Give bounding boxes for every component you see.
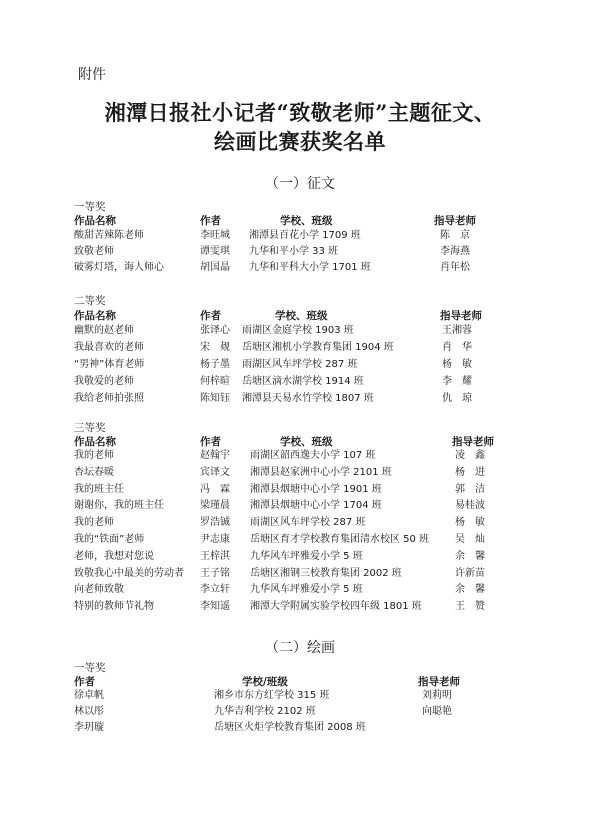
work-title: 我敬爱的老师 (74, 376, 134, 387)
school-class: 岳塘区火炬学校教育集团 2008 班 (214, 722, 366, 733)
teacher-name: 吴 灿 (455, 534, 485, 545)
teacher-name: 王湘蓉 (442, 325, 472, 336)
work-title: 特别的教师节礼物 (74, 601, 154, 613)
document-title-line1: 湘潭日报社小记者“致敬老师”主题征文、 (104, 100, 496, 125)
teacher-name: 向聪艳 (422, 706, 452, 717)
work-title: 我的老师 (74, 450, 114, 461)
author-name: 梁瑾晨 (200, 500, 230, 512)
essay-third-prize-label: 三等奖 (74, 422, 106, 434)
work-title: 致敬我心中最美的劳动者 (74, 567, 184, 579)
author-name: 宋 觌 (200, 342, 230, 353)
work-title: 杏坛春暖 (74, 466, 114, 478)
work-title: 酸甜苦辣陈老师 (74, 230, 144, 241)
table-row (0, 341, 600, 355)
header-work: 作品名称 (74, 215, 116, 227)
school-class: 湘潭县烟塘中心小学 1901 班 (250, 483, 382, 495)
author-name: 谭雯琪 (200, 246, 230, 257)
school-class: 九华吉利学校 2102 班 (214, 706, 316, 717)
author-name: 张译心 (200, 325, 230, 336)
header-school: 学校/班级 (242, 676, 288, 688)
table-row (0, 721, 600, 735)
work-title: 致敬老师 (74, 246, 114, 257)
school-class: 湘乡市东方红学校 315 班 (214, 690, 330, 701)
work-title: 我的班主任 (74, 483, 124, 495)
author-name: 王梓淇 (200, 550, 230, 562)
work-title: 向老师致敬 (74, 584, 124, 596)
table-row (0, 567, 600, 581)
school-class: 岳塘区湘机小学教育集团 1904 班 (242, 342, 394, 353)
school-class: 岳塘区滴水湖学校 1914 班 (242, 376, 364, 387)
table-row (0, 229, 600, 243)
drawing-section-title: （二）绘画 (265, 640, 335, 656)
author-name: 李知遥 (200, 601, 230, 613)
school-class: 雨湖区风车坪学校 287 班 (250, 517, 366, 529)
school-class: 岳塘区湘钢三校教育集团 2002 班 (250, 567, 402, 579)
teacher-name: 杨 进 (455, 466, 485, 478)
work-title: 老师，我想对您说 (74, 550, 154, 562)
school-class: 九华和平科大小学 1701 班 (249, 262, 371, 273)
table-row (0, 483, 600, 497)
essay-section-title: （一）征文 (265, 176, 335, 192)
teacher-name: 陈 京 (440, 230, 470, 241)
teacher-name: 肖年松 (440, 262, 470, 273)
table-row (0, 516, 600, 530)
author-name: 李立轩 (200, 584, 230, 596)
table-row (0, 449, 600, 463)
header-author: 作者 (200, 436, 221, 448)
author-name: 杨子墨 (200, 359, 230, 370)
header-school: 学校、班级 (275, 310, 328, 322)
work-title: 幽默的赵老师 (74, 325, 134, 336)
table-row (0, 550, 600, 564)
school-class: 湘潭县赵家洲中心小学 2101 班 (250, 466, 392, 478)
teacher-name: 郭 洁 (455, 483, 485, 495)
teacher-name: 杨 敏 (442, 359, 472, 370)
table-row (0, 705, 600, 719)
header-teacher: 指导老师 (434, 215, 476, 227)
school-class: 九华风车坪雅爱小学 5 班 (250, 550, 363, 562)
school-class: 湘潭县百花小学 1709 班 (249, 230, 361, 241)
school-class: 九华和平小学 33 班 (249, 246, 339, 257)
header-work: 作品名称 (74, 310, 116, 322)
work-title: 我的老师 (74, 517, 114, 529)
header-author: 作者 (74, 676, 95, 688)
table-row (0, 375, 600, 389)
author-name: 何梓暄 (200, 376, 230, 387)
work-title: 破雾灯塔，诲人师心 (74, 262, 164, 273)
header-school: 学校、班级 (280, 215, 333, 227)
author-name: 徐卓帆 (74, 690, 104, 701)
table-row (0, 583, 600, 597)
teacher-name: 杨 敏 (455, 517, 485, 529)
header-author: 作者 (200, 215, 221, 227)
teacher-name: 易桂波 (455, 500, 485, 512)
author-name: 林以彤 (74, 706, 104, 717)
author-name: 王子铭 (200, 567, 230, 579)
teacher-name: 李海燕 (440, 246, 470, 257)
header-teacher: 指导老师 (440, 310, 482, 322)
essay-first-prize-label: 一等奖 (74, 201, 106, 213)
table-row (0, 261, 600, 275)
work-title: 我的“铁面”老师 (74, 534, 145, 545)
table-row (0, 324, 600, 338)
author-name: 胡国晶 (200, 262, 230, 273)
school-class: 雨湖区风车坪学校 287 班 (242, 359, 358, 370)
author-name: 尹志康 (200, 534, 230, 545)
teacher-name: 刘莉明 (422, 690, 452, 701)
school-class: 雨湖区金庭学校 1903 班 (242, 325, 354, 336)
teacher-name: 仇 琼 (442, 393, 472, 404)
header-school: 学校、班级 (280, 436, 333, 448)
essay-second-prize-label: 二等奖 (74, 295, 106, 307)
table-row (0, 358, 600, 372)
school-class: 湘潭大学附属实验学校四年级 1801 班 (250, 601, 422, 613)
teacher-name: 肖 华 (442, 342, 472, 353)
teacher-name: 余 馨 (455, 550, 485, 562)
attachment-label: 附件 (78, 67, 106, 83)
table-row (0, 533, 600, 547)
table-row (0, 689, 600, 703)
teacher-name: 李 耀 (442, 376, 472, 387)
school-class: 岳塘区育才学校教育集团清水校区 50 班 (250, 534, 430, 545)
school-class: 湘潭县烟塘中心小学 1704 班 (250, 500, 382, 512)
teacher-name: 许新苗 (455, 567, 485, 579)
author-name: 李玥璇 (74, 722, 104, 733)
drawing-first-prize-label: 一等奖 (74, 662, 106, 674)
author-name: 罗浩铖 (200, 517, 230, 529)
table-row (0, 499, 600, 513)
teacher-name: 凌 鑫 (455, 450, 485, 461)
school-class: 雨湖区韶西逸夫小学 107 班 (250, 450, 376, 461)
work-title: 我最喜欢的老师 (74, 342, 144, 353)
author-name: 宾译文 (200, 466, 230, 478)
header-teacher: 指导老师 (418, 676, 460, 688)
table-row (0, 245, 600, 259)
work-title: 我给老师拍张照 (74, 393, 144, 404)
author-name: 陈知钰 (200, 393, 230, 404)
table-row (0, 392, 600, 406)
teacher-name: 余 馨 (455, 584, 485, 596)
header-author: 作者 (200, 310, 221, 322)
table-row (0, 600, 600, 614)
author-name: 赵翰宇 (200, 450, 230, 461)
author-name: 冯 霖 (200, 483, 230, 495)
work-title: 谢谢你，我的班主任 (74, 500, 164, 512)
header-teacher: 指导老师 (452, 436, 494, 448)
school-class: 湘潭县天易水竹学校 1807 班 (242, 393, 374, 404)
teacher-name: 王 赞 (455, 601, 485, 613)
work-title: “男神”体育老师 (74, 359, 145, 370)
table-row (0, 466, 600, 480)
author-name: 李旺城 (200, 230, 230, 241)
document-title-line2: 绘画比赛获奖名单 (214, 129, 386, 154)
header-work: 作品名称 (74, 436, 116, 448)
school-class: 九华风车坪雅爱小学 5 班 (250, 584, 363, 596)
